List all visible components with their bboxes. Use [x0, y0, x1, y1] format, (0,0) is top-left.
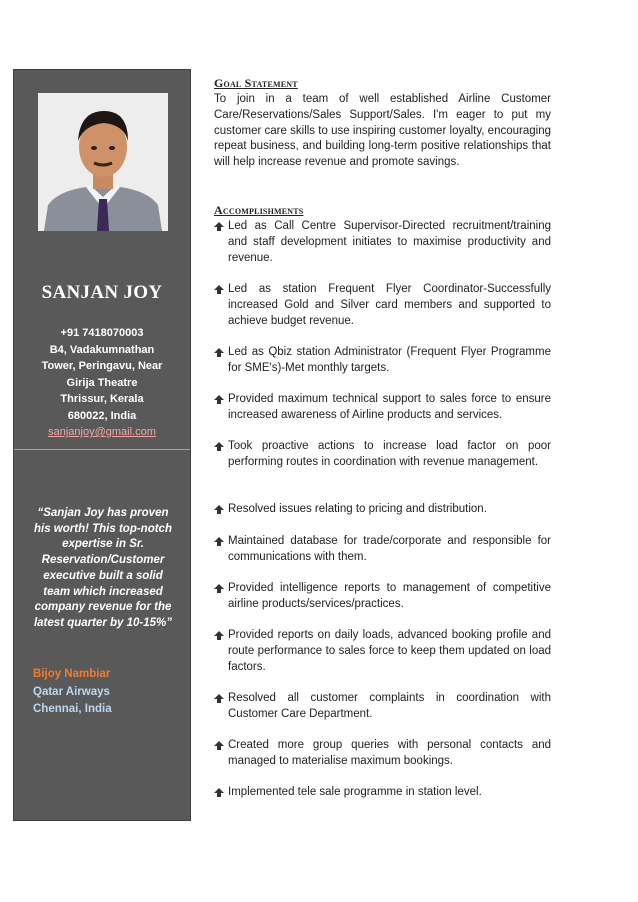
list-item: Implemented tele sale programme in station level.: [214, 785, 551, 801]
arrow-up-bullet-icon: [214, 785, 226, 800]
arrow-up-bullet-icon: [214, 392, 226, 407]
contact-block: [14, 325, 190, 441]
arrow-up-bullet-icon: [214, 691, 226, 706]
main-content: [214, 76, 551, 798]
arrow-up-bullet-icon: [214, 581, 226, 596]
list-item: Provided intelligence reports to management of competitive airline products/services/practices.: [214, 581, 551, 613]
reference-company: Qatar Airways: [33, 685, 110, 698]
list-item: Provided maximum technical support to sales force to ensure increased awareness of Airline products and services.: [214, 392, 551, 424]
list-item: Maintained database for trade/corporate and responsible for communications with them.: [214, 534, 551, 566]
email-link[interactable]: sanjanjoy@gmail.com: [48, 426, 156, 438]
list-item: Created more group queries with personal contacts and managed to materialise maximum bookings.: [214, 738, 551, 770]
sidebar-divider: [14, 449, 190, 450]
testimonial-quote: “Sanjan Joy has proven his worth! This top-notch expertise in Sr. Reservation/Customer executive built a solid team which increased company revenue for the latest quarter by 10-15%”: [33, 507, 173, 629]
address-line: Girija Theatre: [66, 376, 138, 389]
arrow-up-bullet-icon: [214, 502, 226, 517]
arrow-up-bullet-icon: [214, 282, 226, 297]
reference-block: [33, 666, 112, 719]
arrow-up-bullet-icon: [214, 534, 226, 549]
phone-number: +91 7418070003: [60, 327, 144, 339]
reference-name: Bijoy Nambiar: [33, 668, 111, 680]
address-line: Tower, Peringavu, Near: [41, 360, 163, 372]
address-line: B4, Vadakumnathan: [49, 343, 155, 356]
profile-photo: [38, 93, 168, 231]
reference-location: Chennai, India: [33, 703, 112, 715]
address-line: Thrissur, Kerala: [60, 393, 144, 405]
list-item: Resolved issues relating to pricing and distribution.: [214, 502, 551, 518]
list-item: Provided reports on daily loads, advanced booking profile and route performance to sales force to keep them updated on load factors.: [214, 628, 551, 675]
goal-text: To join in a team of well established Airline Customer Care/Reservations/Sales Support/Sales. I'm eager to put my customer care skills to use inspiring customer loyalty, encouraging repeat business, and building long-term positive relationships that will help increase revenue and promote savings.: [214, 93, 551, 169]
arrow-up-bullet-icon: [214, 738, 226, 753]
arrow-up-bullet-icon: [214, 439, 226, 454]
arrow-up-bullet-icon: [214, 345, 226, 360]
list-item: Led as station Frequent Flyer Coordinator-Successfully increased Gold and Silver card members and supported to achieve budget revenue.: [214, 282, 551, 329]
arrow-up-bullet-icon: [214, 219, 226, 234]
list-item: Led as Call Centre Supervisor-Directed recruitment/training and staff development initiates to maximise productivity and revenue.: [214, 219, 551, 266]
goal-heading: Goal Statement: [214, 76, 298, 90]
address-line: 680022, India: [67, 409, 137, 422]
list-item: Led as Qbiz station Administrator (Frequent Flyer Programme for SME's)-Met monthly targets.: [214, 345, 551, 377]
person-portrait-icon: [38, 93, 168, 231]
arrow-up-bullet-icon: [214, 628, 226, 643]
accomplishments-heading: Accomplishments: [214, 203, 304, 217]
list-item: Resolved all customer complaints in coordination with Customer Care Department.: [214, 691, 551, 723]
candidate-name: SANJAN JOY: [41, 282, 163, 303]
list-item: Took proactive actions to increase load factor on poor performing routes in coordination with revenue management.: [214, 439, 551, 471]
sidebar-panel: [13, 69, 191, 821]
